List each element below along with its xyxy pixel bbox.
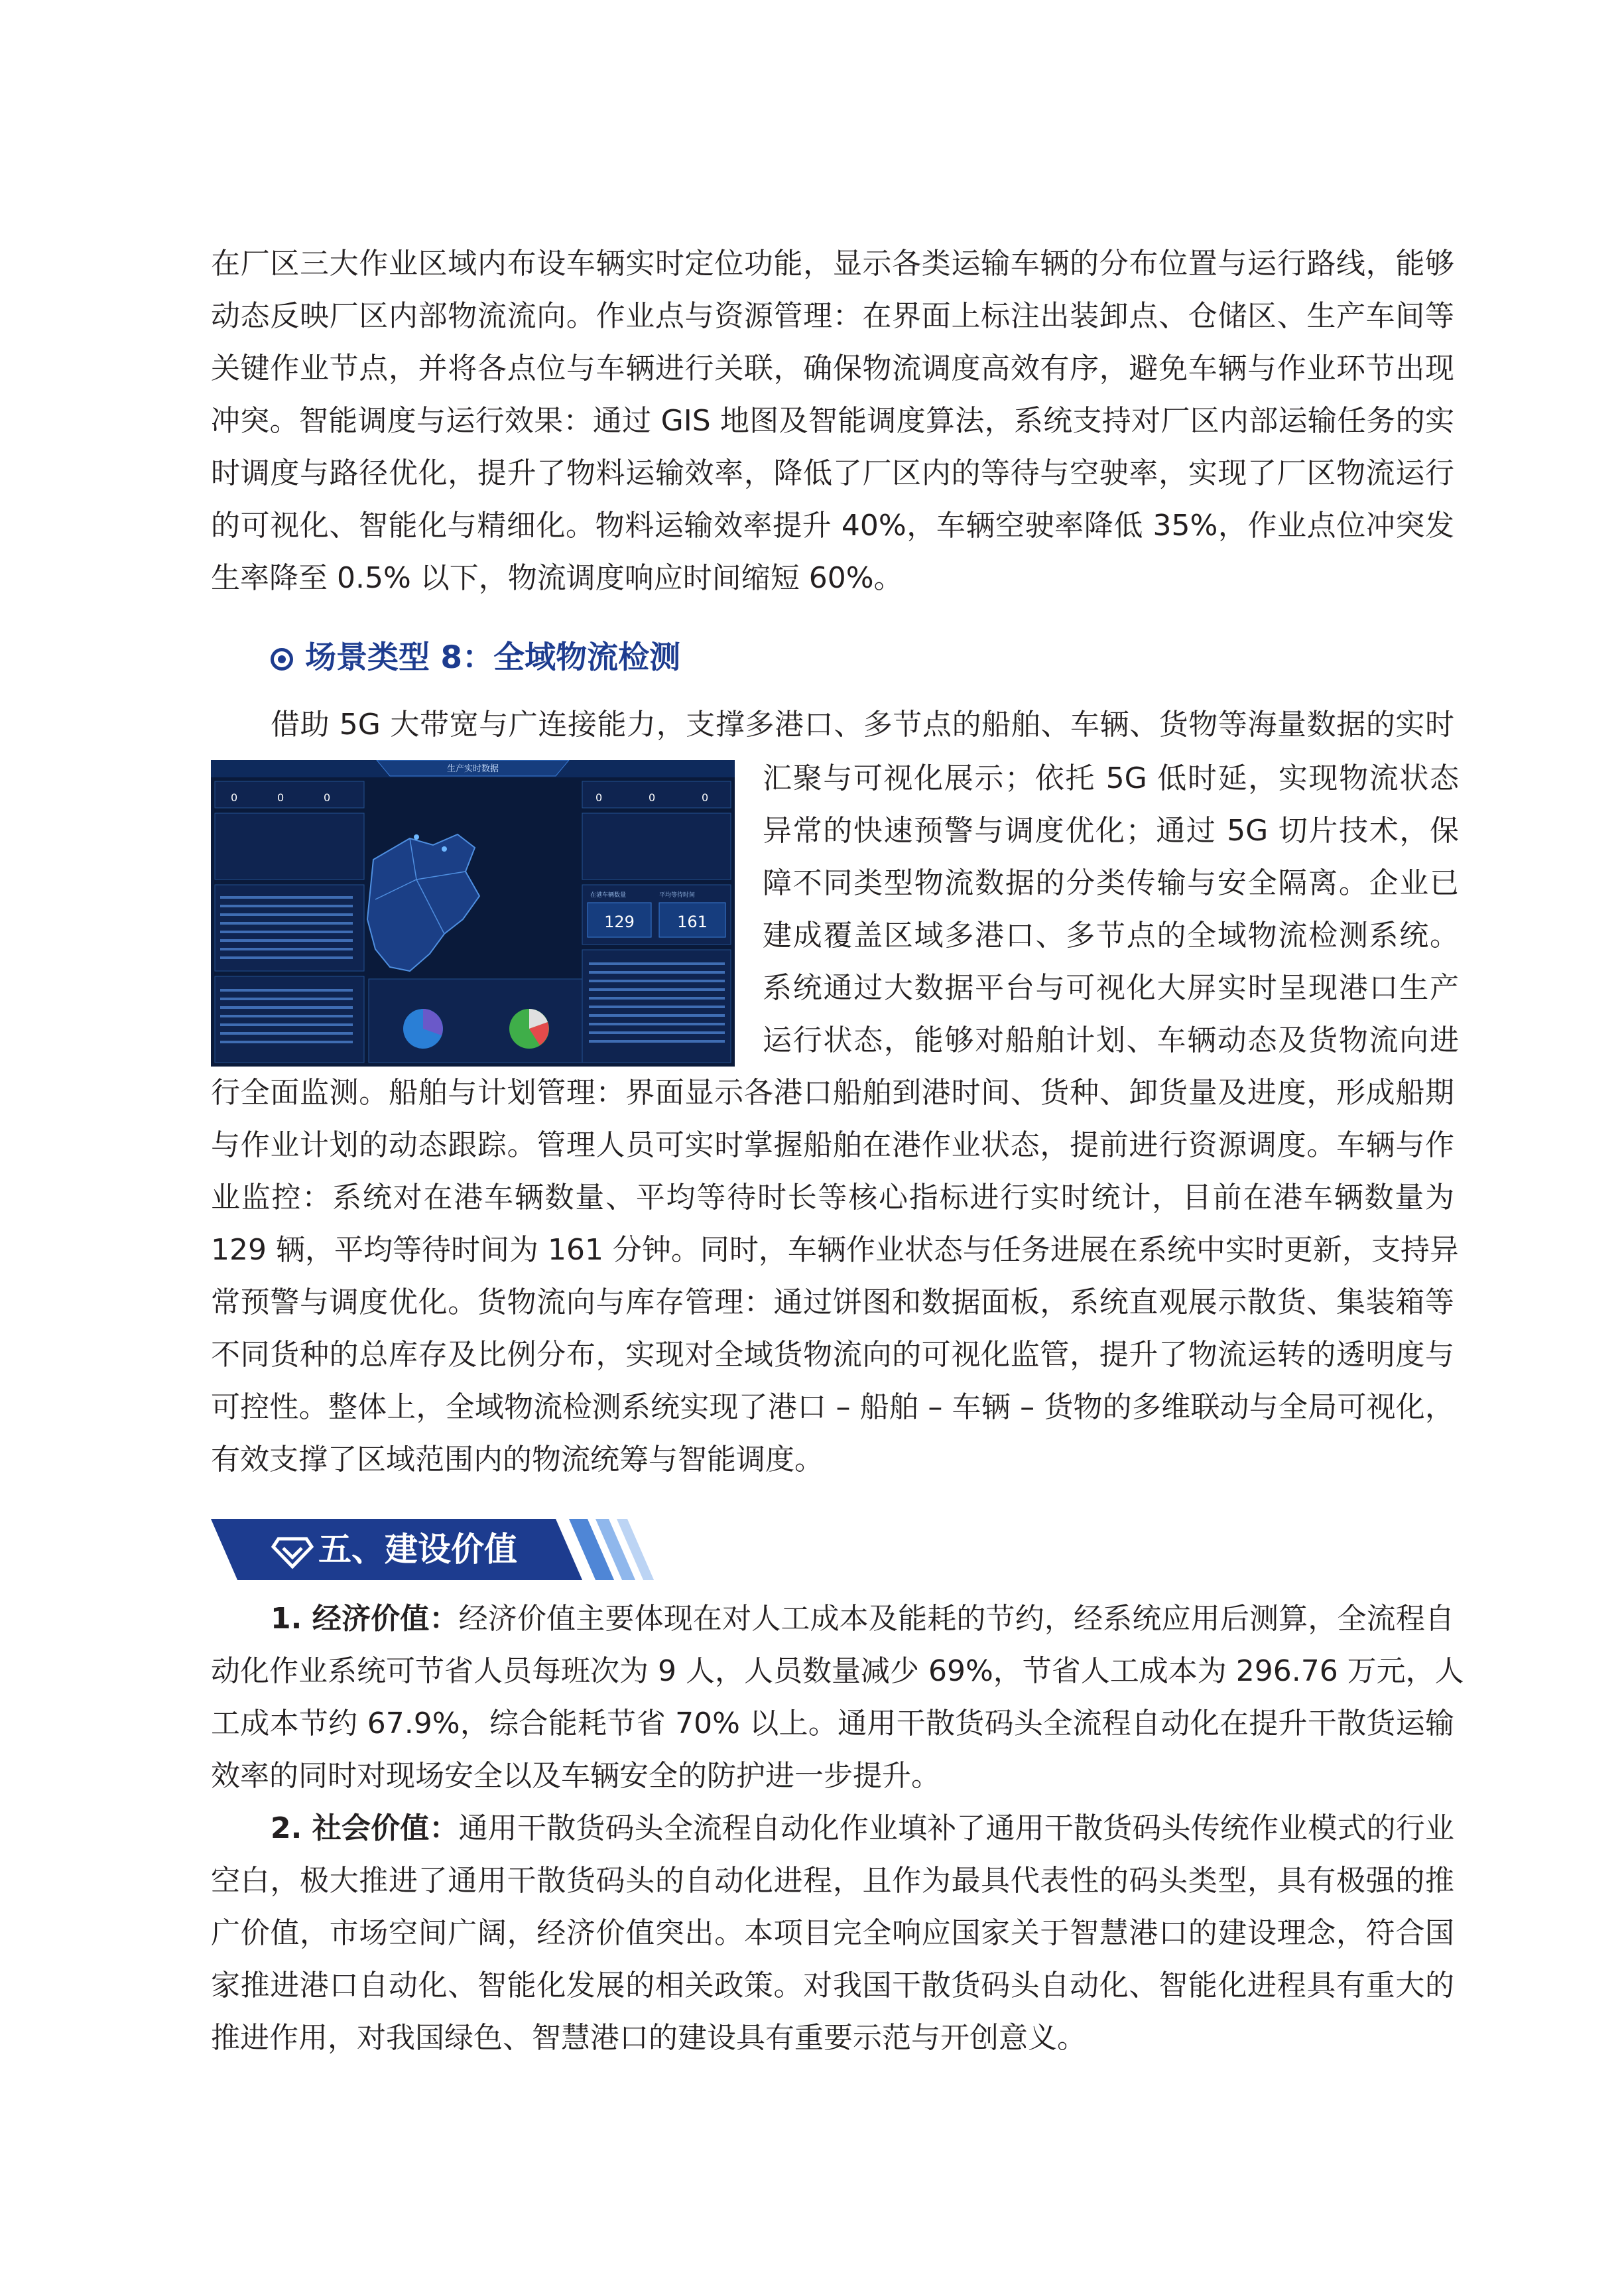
text-line: 1. 经济价值：经济价值主要体现在对人工成本及能耗的节约，经系统应用后测算，全流程自 xyxy=(271,1602,1454,1636)
text-line: 常预警与调度优化。货物流向与库存管理：通过饼图和数据面板，系统直观展示散货、集装箱等 xyxy=(211,1285,1454,1319)
svg-text:0: 0 xyxy=(702,791,709,804)
text-line: 2. 社会价值：通用干散货码头全流程自动化作业填补了通用干散货码头传统作业模式的行业 xyxy=(271,1811,1454,1845)
text-line: 时调度与路径优化，提升了物料运输效率，降低了厂区内的等待与空驶率，实现了厂区物流运行 xyxy=(211,456,1454,490)
text-line: 行全面监测。船舶与计划管理：界面显示各港口船舶到港时间、货种、卸货量及进度，形成船期 xyxy=(211,1076,1454,1110)
text-line: 异常的快速预警与调度优化；通过 5G 切片技术，保 xyxy=(763,814,1459,848)
text-line: 129 辆，平均等待时间为 161 分钟。同时，车辆作业状态与任务进展在系统中实时更新，支持异 xyxy=(211,1233,1459,1267)
text-line: 生率降至 0.5% 以下，物流调度响应时间缩短 60%。 xyxy=(211,561,903,595)
svg-text:0: 0 xyxy=(595,791,603,804)
kpi-left-label: 在港车辆数量 xyxy=(590,892,627,899)
text-line: 系统通过大数据平台与可视化大屏实时呈现港口生产 xyxy=(763,971,1459,1005)
dashboard-title: 生产实时数据 xyxy=(446,764,499,774)
svg-text:0: 0 xyxy=(277,791,284,804)
svg-text:0: 0 xyxy=(231,791,238,804)
text-line: 有效支撑了区域范围内的物流统筹与智能调度。 xyxy=(211,1443,824,1476)
text-line: 业监控：系统对在港车辆数量、平均等待时长等核心指标进行实时统计，目前在港车辆数量为 xyxy=(211,1181,1454,1214)
svg-text:0: 0 xyxy=(324,791,331,804)
econ-label: 1. 经济价值： xyxy=(271,1602,459,1636)
text-line: 运行状态，能够对船舶计划、车辆动态及货物流向进 xyxy=(763,1023,1459,1057)
text-line: 汇聚与可视化展示；依托 5G 低时延，实现物流状态 xyxy=(763,761,1459,795)
scene-heading xyxy=(271,638,680,678)
text-line: 可控性。整体上，全域物流检测系统实现了港口 – 船舶 – 车辆 – 货物的多维联动与全局可视化， xyxy=(211,1390,1454,1424)
kpi-right-value: 161 xyxy=(677,913,708,931)
text-line: 工成本节约 67.9%，综合能耗节省 70% 以上。通用干散货码头全流程自动化在提升干散货运输 xyxy=(211,1707,1454,1740)
text-line: 不同货种的总库存及比例分布，实现对全域货物流向的可视化监管，提升了物流运转的透明度与 xyxy=(211,1338,1454,1372)
svg-text:0: 0 xyxy=(649,791,656,804)
text-line: 广价值，市场空间广阔，经济价值突出。本项目完全响应国家关于智慧港口的建设理念，符合国 xyxy=(211,1916,1454,1950)
text-line: 障不同类型物流数据的分类传输与安全隔离。企业已 xyxy=(763,866,1459,900)
text-line: 动态反映厂区内部物流流向。作业点与资源管理：在界面上标注出装卸点、仓储区、生产车间等 xyxy=(211,299,1454,333)
text-line: 的可视化、智能化与精细化。物料运输效率提升 40%，车辆空驶率降低 35%，作业点位冲突发 xyxy=(211,509,1454,543)
dashboard-screenshot xyxy=(211,760,735,1067)
kpi-left-value: 129 xyxy=(604,913,635,931)
text-line: 借助 5G 大带宽与广连接能力，支撑多港口、多节点的船舶、车辆、货物等海量数据的实时 xyxy=(271,708,1454,742)
scene-heading-text: 场景类型 8：全域物流检测 xyxy=(305,639,681,676)
text-line: 关键作业节点，并将各点位与车辆进行关联，确保物流调度高效有序，避免车辆与作业环节出现 xyxy=(211,352,1454,385)
text-line: 效率的同时对现场安全以及车辆安全的防护进一步提升。 xyxy=(211,1759,940,1793)
text-line: 推进作用，对我国绿色、智慧港口的建设具有重要示范与开创意义。 xyxy=(211,2021,1086,2055)
section-title: 五、建设价值 xyxy=(318,1530,517,1569)
text-line: 动化作业系统可节省人员每班次为 9 人，人员数量减少 69%，节省人工成本为 296.76 万元，人 xyxy=(211,1654,1464,1688)
text-line: 建成覆盖区域多港口、多节点的全域物流检测系统。 xyxy=(763,919,1459,952)
radio-bullet-icon xyxy=(271,648,293,671)
text-line: 与作业计划的动态跟踪。管理人员可实时掌握船舶在港作业状态，提前进行资源调度。车辆与作 xyxy=(211,1128,1454,1162)
social-label: 2. 社会价值： xyxy=(271,1811,459,1845)
text-line: 空白，极大推进了通用干散货码头的自动化进程，且作为最具代表性的码头类型，具有极强的推 xyxy=(211,1864,1454,1898)
text-line: 冲突。智能调度与运行效果：通过 GIS 地图及智能调度算法，系统支持对厂区内部运输任务的实 xyxy=(211,404,1454,438)
kpi-right-label: 平均等待时间 xyxy=(659,892,696,899)
text-line: 家推进港口自动化、智能化发展的相关政策。对我国干散货码头自动化、智能化进程具有重大的 xyxy=(211,1969,1454,2002)
text-line: 在厂区三大作业区域内布设车辆实时定位功能，显示各类运输车辆的分布位置与运行路线，能够 xyxy=(211,247,1454,281)
